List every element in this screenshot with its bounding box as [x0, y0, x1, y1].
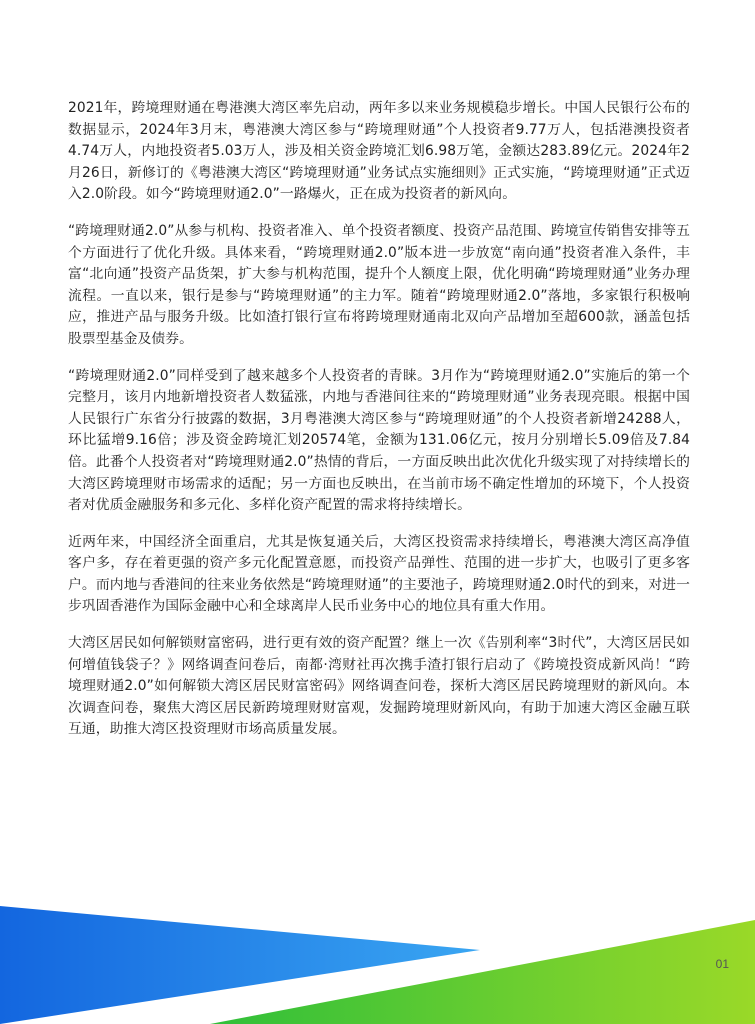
paragraph-1: 2021年，跨境理财通在粤港澳大湾区率先启动，两年多以来业务规模稳步增长。中国人民银行公布的数据显示，2024年3月末，粤港澳大湾区参与“跨境理财通”个人投资者9.77万人，包括港澳投资者4.74万人，内地投资者5.03万人，涉及相关资金跨境汇划6.98万笔，金额达283.89亿元。2024年2月26日，新修订的《粤港澳大湾区“跨境理财通”业务试点实施细则》正式实施，“跨境理财通”正式迈入2.0阶段。如今“跨境理财通2.0”一路爆火，正在成为投资者的新风向。 — [68, 100, 690, 203]
decorative-footer-shapes — [0, 880, 755, 1024]
paragraph-3: “跨境理财通2.0”同样受到了越来越多个人投资者的青睐。3月作为“跨境理财通2.0”实施后的第一个完整月，该月内地新增投资者人数猛涨，内地与香港间往来的“跨境理财通”业务表现亮眼。根据中国人民银行广东省分行披露的数据，3月粤港澳大湾区参与“跨境理财通”的个人投资者新增24288人，环比猛增9.16倍；涉及资金跨境汇划20574笔，金额为131.06亿元，按月分别增长5.09倍及7.84倍。此番个人投资者对“跨境理财通2.0”热情的背后，一方面反映出此次优化升级实现了对持续增长的大湾区跨境理财市场需求的适配；另一方面也反映出，在当前市场不确定性增加的环境下，个人投资者对优质金融服务和多元化、多样化资产配置的需求将持续增长。 — [68, 367, 690, 514]
page-number: 01 — [715, 957, 729, 971]
paragraph-2: “跨境理财通2.0”从参与机构、投资者准入、单个投资者额度、投资产品范围、跨境宣传销售安排等五个方面进行了优化升级。具体来看，“跨境理财通2.0”版本进一步放宽“南向通”投资者准入条件，丰富“北向通”投资产品货架，扩大参与机构范围，提升个人额度上限，优化明确“跨境理财通”业务办理流程。一直以来，银行是参与“跨境理财通”的主力军。随着“跨境理财通2.0”落地，多家银行积极响应，推进产品与服务升级。比如渣打银行宣布将跨境理财通南北双向产品增加至超600款，涵盖包括股票型基金及债券。 — [68, 222, 690, 347]
paragraph-5: 大湾区居民如何解锁财富密码，进行更有效的资产配置？继上一次《告别利率“3时代”，大湾区居民如何增值钱袋子？》网络调查问卷后，南都·湾财社再次携手渣打银行启动了《跨境投资成新风尚！“跨境理财通2.0”如何解锁大湾区居民财富密码》网络调查问卷，探析大湾区居民跨境理财的新风向。本次调查问卷，聚焦大湾区居民新跨境理财财富观，发掘跨境理财新风向，有助于加速大湾区金融互联互通，助推大湾区投资理财市场高质量发展。 — [68, 635, 690, 738]
paragraph-4: 近两年来，中国经济全面重启，尤其是恢复通关后，大湾区投资需求持续增长，粤港澳大湾区高净值客户多，存在着更强的资产多元化配置意愿，而投资产品弹性、范围的进一步扩大，也吸引了更多客户。而内地与香港间的往来业务依然是“跨境理财通”的主要池子，跨境理财通2.0时代的到来，对进一步巩固香港作为国际金融中心和全球离岸人民币业务中心的地位具有重大作用。 — [68, 533, 690, 615]
article-body — [68, 98, 690, 756]
